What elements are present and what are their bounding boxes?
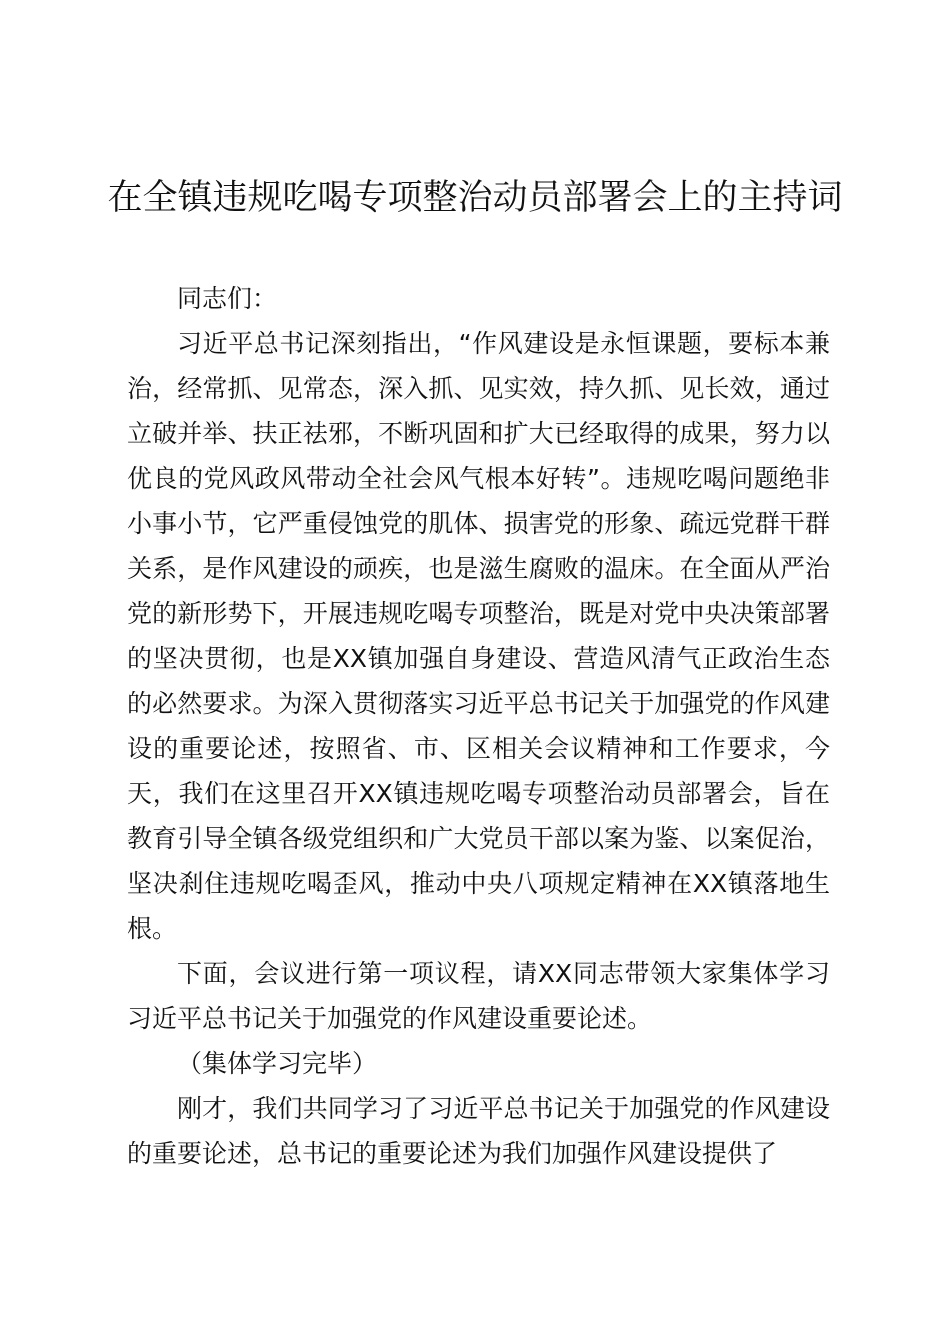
document-body (127, 276, 830, 1176)
summary-paragraph: 刚才，我们共同学习了习近平总书记关于加强党的作风建设的重要论述，总书记的重要论述为我们加强作风建设提供了 (127, 1094, 830, 1168)
study-completed-note: （集体学习完毕） (177, 1049, 378, 1078)
agenda-item-one-paragraph: 下面，会议进行第一项议程，请XX同志带领大家集体学习习近平总书记关于加强党的作风建设重要论述。 (127, 959, 830, 1033)
salutation-paragraph: 同志们： (177, 284, 278, 313)
document-title: 在全镇违规吃喝专项整治动员部署会上的主持词 (107, 178, 843, 218)
opening-paragraph: 习近平总书记深刻指出，“作风建设是永恒课题，要标本兼治，经常抓、见常态，深入抓、见实效，持久抓、见长效，通过立破并举、扶正祛邪，不断巩固和扩大已经取得的成果，努力以优良的党风政风带动全社会风气根本好转”。违规吃喝问题绝非小事小节，它严重侵蚀党的肌体、损害党的形象、疏远党群干群关系，是作风建设的顽疾，也是滋生腐败的温床。在全面从严治党的新形势下，开展违规吃喝专项整治，既是对党中央决策部署的坚决贯彻，也是XX镇加强自身建设、营造风清气正政治生态的必然要求。为深入贯彻落实习近平总书记关于加强党的作风建设的重要论述，按照省、市、区相关会议精神和工作要求，今天，我们在这里召开XX镇违规吃喝专项整治动员部署会，旨在教育引导全镇各级党组织和广大党员干部以案为鉴、以案促治，坚决刹住违规吃喝歪风，推动中央八项规定精神在XX镇落地生根。 (127, 329, 830, 943)
